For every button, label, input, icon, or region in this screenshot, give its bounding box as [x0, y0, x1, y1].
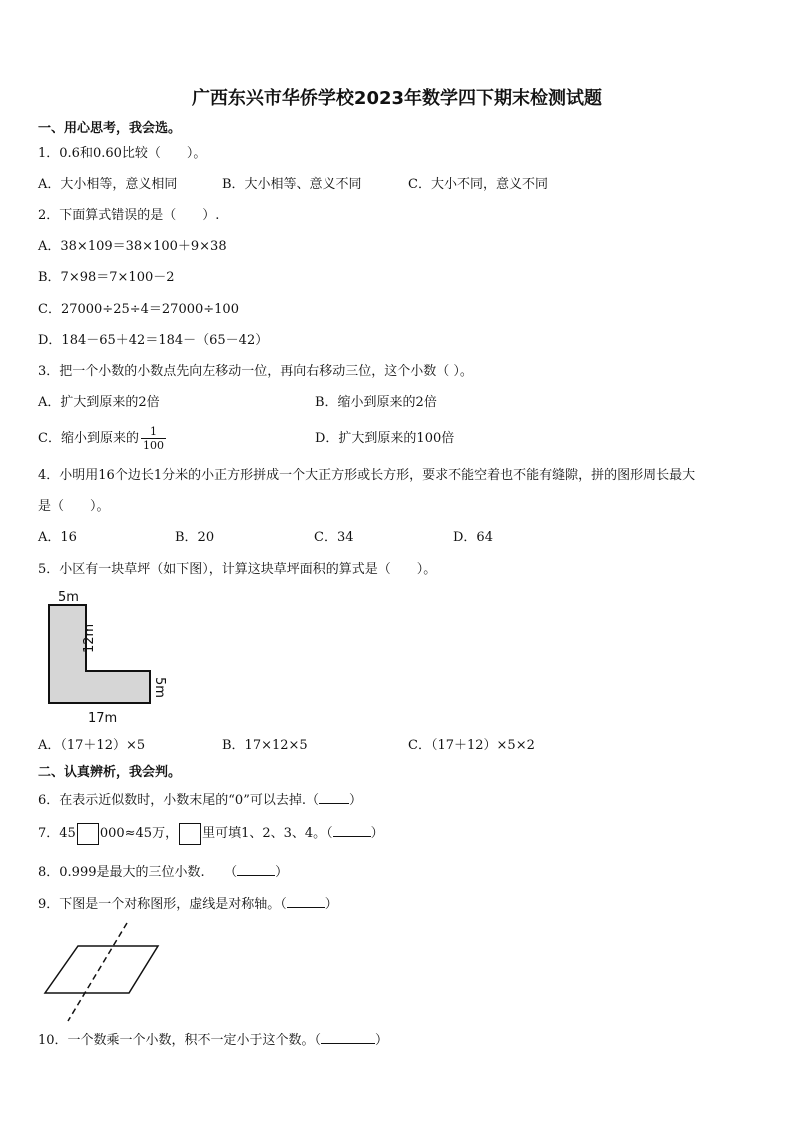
- q9: [38, 895, 338, 913]
- symmetry-axis-dashed-line: [68, 923, 127, 1021]
- q8-answer-blank[interactable]: [237, 863, 275, 876]
- label-vertical-length: 12m: [82, 623, 97, 653]
- q5-option-b: B．17×12×5: [222, 738, 308, 753]
- q2-option-a: A．38×109＝38×100＋9×38: [38, 239, 227, 254]
- q1-option-b: B．大小相等、意义不同: [222, 177, 362, 192]
- q7-answer-blank[interactable]: [333, 824, 371, 837]
- q7-box-reference: [179, 823, 201, 845]
- q2-option-c: C．27000÷25÷4＝27000÷100: [38, 302, 239, 317]
- q3-option-c: [38, 422, 166, 456]
- q8: [38, 863, 288, 881]
- q1-option-a: A．大小相等，意义相同: [38, 177, 178, 192]
- page-title: 广西东兴市华侨学校2023年数学四下期末检测试题: [191, 88, 603, 109]
- q3-option-d: D．扩大到原来的100倍: [315, 431, 455, 446]
- q6-stem: 6．在表示近似数时，小数末尾的“0”可以去掉.（: [38, 793, 319, 808]
- q3-option-c-text: C．缩小到原来的: [38, 431, 139, 446]
- q4-option-a: A．16: [38, 530, 77, 545]
- q4-stem-line1: 4．小明用16个边长1分米的小正方形拼成一个大正方形或长方形，要求不能空着也不能有缝隙，拼的图形周长最大: [38, 468, 696, 483]
- q7: [38, 822, 384, 846]
- label-right-width: 5m: [152, 677, 167, 698]
- label-bottom-length: 17m: [88, 711, 118, 726]
- q3-stem: 3．把一个小数的小数点先向左移动一位，再向右移动三位，这个小数（ ）。: [38, 364, 473, 379]
- q2-option-b: B．7×98＝7×100－2: [38, 270, 175, 285]
- parallelogram: [45, 946, 158, 993]
- label-top-width: 5m: [58, 590, 79, 605]
- q10-stem: 10．一个数乘一个小数，积不一定小于这个数。（: [38, 1033, 322, 1048]
- q6-close-paren: ）: [348, 793, 362, 808]
- q7-close-paren: ）: [370, 826, 384, 841]
- section-1-heading: 一、用心思考，我会选。: [38, 121, 182, 136]
- section-2-heading: 二、认真辨析，我会判。: [38, 765, 182, 780]
- q1-stem: 1．0.6和0.60比较（ ）。: [38, 146, 207, 161]
- q8-close-paren: ）: [275, 865, 289, 880]
- q9-stem: 9．下图是一个对称图形，虚线是对称轴。（: [38, 897, 287, 912]
- q2-option-d: D．184－65＋42＝184－（65－42）: [38, 333, 269, 348]
- parallelogram-figure: [38, 918, 168, 1026]
- q6-answer-blank[interactable]: [319, 791, 349, 804]
- q7-digit-box[interactable]: [77, 823, 99, 845]
- fraction-numerator: 1: [141, 425, 166, 439]
- q6: [38, 791, 362, 809]
- q5-option-c: C．（17＋12）×5×2: [408, 738, 535, 753]
- q3-option-a: A．扩大到原来的2倍: [38, 395, 160, 410]
- q4-option-c: C．34: [314, 530, 354, 545]
- q10-close-paren: ）: [375, 1033, 389, 1048]
- lawn-l-shape-figure: [40, 585, 180, 730]
- q5-option-a: A．（17＋12）×5: [38, 738, 146, 753]
- q7-part2: 000≈45万，: [99, 826, 179, 841]
- q4-stem-line2: 是（ ）。: [38, 499, 110, 514]
- q4-option-b: B．20: [175, 530, 215, 545]
- q2-stem: 2．下面算式错误的是（ ）.: [38, 208, 220, 223]
- q3-option-b: B．缩小到原来的2倍: [315, 395, 437, 410]
- lawn-l-shape: [49, 605, 150, 703]
- q7-part3: 里可填1、2、3、4。（: [202, 826, 333, 841]
- fraction-one-hundredth: [141, 425, 166, 452]
- q8-stem: 8．0.999是最大的三位小数. （: [38, 865, 238, 880]
- q5-stem: 5．小区有一块草坪（如下图），计算这块草坪面积的算式是（ ）。: [38, 562, 437, 577]
- q7-part1: 7．45: [38, 826, 76, 841]
- q4-option-d: D．64: [453, 530, 493, 545]
- q9-answer-blank[interactable]: [287, 895, 325, 908]
- q10: [38, 1031, 388, 1049]
- q9-close-paren: ）: [324, 897, 338, 912]
- q10-answer-blank[interactable]: [321, 1031, 375, 1044]
- q1-option-c: C．大小不同，意义不同: [408, 177, 548, 192]
- fraction-denominator: 100: [142, 439, 164, 452]
